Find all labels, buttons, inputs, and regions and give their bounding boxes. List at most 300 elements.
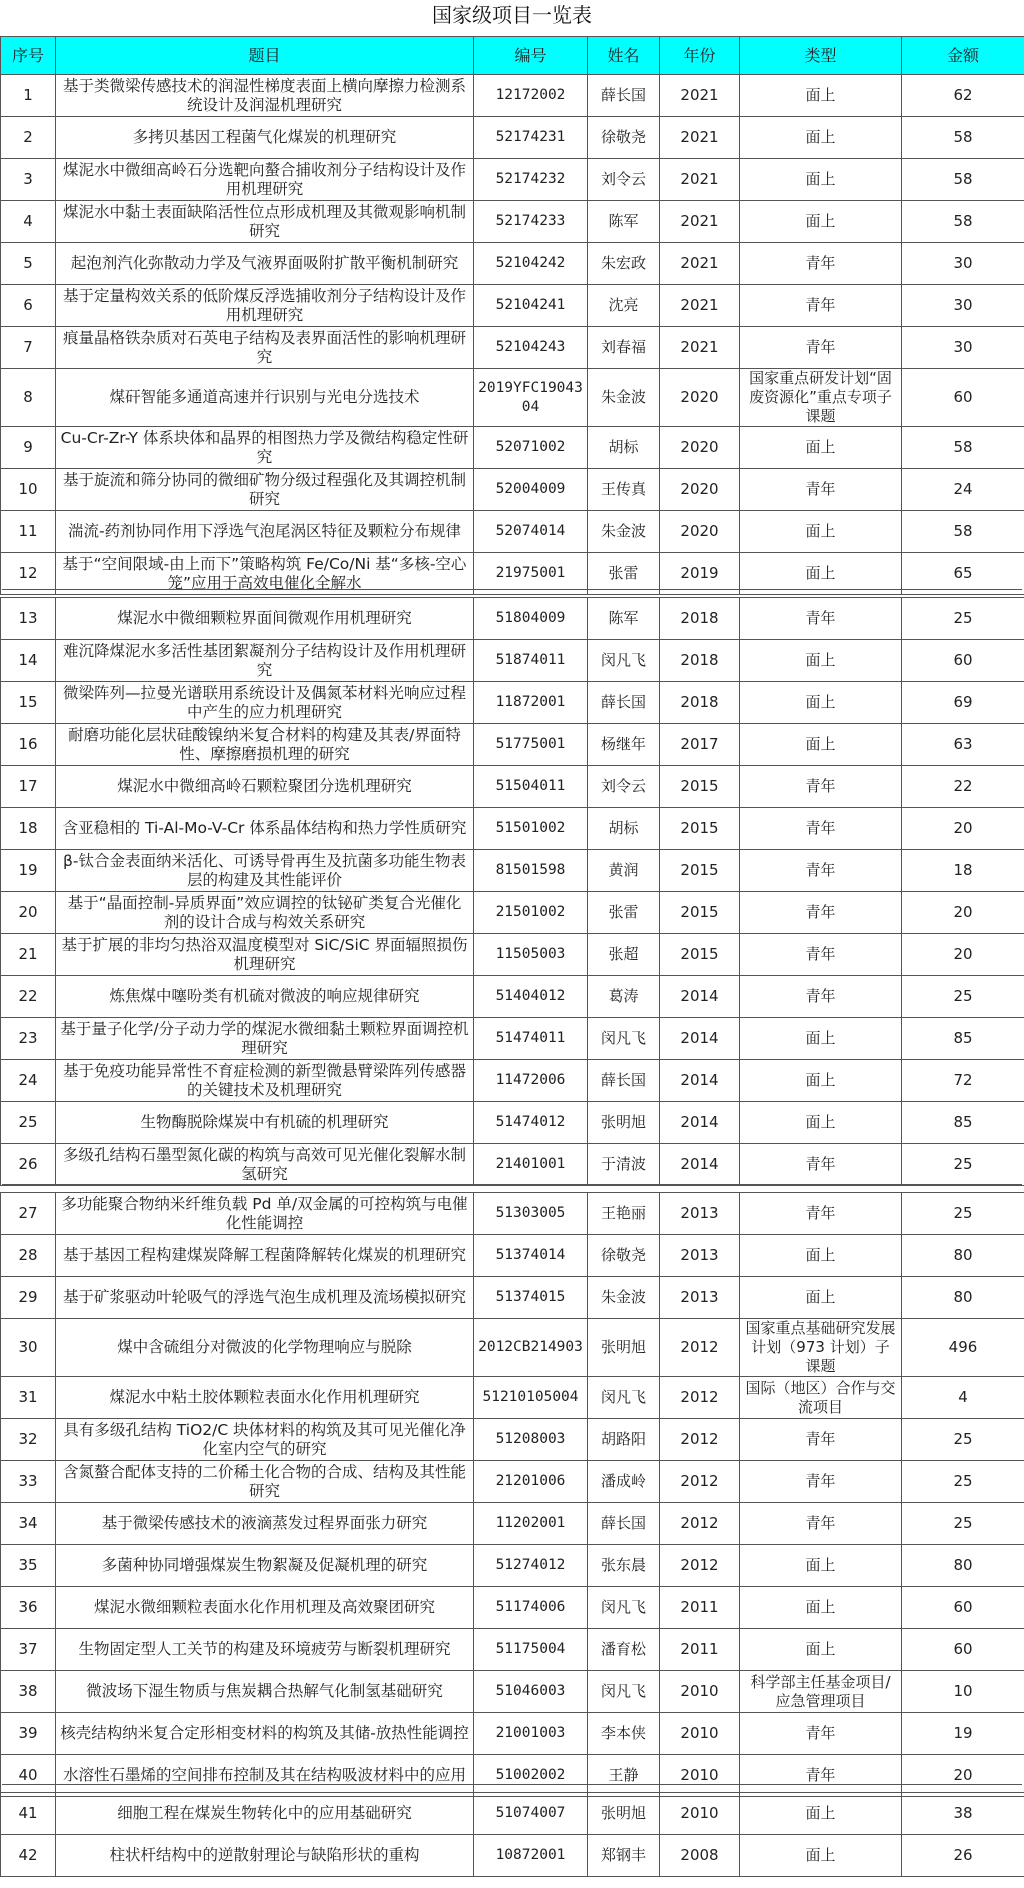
row-number: 12 (1, 553, 56, 595)
row-code: 21975001 (474, 553, 588, 595)
row-amount: 60 (902, 1629, 1024, 1671)
row-type: 面上 (740, 159, 902, 201)
table-row (1, 1102, 1024, 1144)
row-code: 52104242 (474, 243, 588, 285)
row-year: 2021 (660, 117, 740, 159)
row-code: 51303005 (474, 1193, 588, 1235)
row-amount: 20 (902, 1755, 1024, 1797)
row-title: 具有多级孔结构 TiO2/C 块体材料的构筑及其可见光催化净化室内空气的研究 (56, 1419, 474, 1461)
row-name: 黄润 (588, 850, 660, 892)
row-code: 11202001 (474, 1503, 588, 1545)
page-break-rule (2, 1184, 1022, 1185)
row-type: 青年 (740, 243, 902, 285)
row-number: 18 (1, 808, 56, 850)
row-type: 国际（地区）合作与交流项目 (740, 1377, 902, 1419)
table-row (1, 892, 1024, 934)
row-code: 51374014 (474, 1235, 588, 1277)
row-year: 2013 (660, 1193, 740, 1235)
row-name: 张明旭 (588, 1102, 660, 1144)
row-year: 2010 (660, 1755, 740, 1797)
row-number: 42 (1, 1835, 56, 1877)
row-number: 39 (1, 1713, 56, 1755)
row-name: 徐敬尧 (588, 1235, 660, 1277)
table-row (1, 1193, 1024, 1235)
row-number: 10 (1, 469, 56, 511)
row-year: 2021 (660, 201, 740, 243)
table-row (1, 766, 1024, 808)
row-code: 51374015 (474, 1277, 588, 1319)
row-year: 2020 (660, 469, 740, 511)
column-header-name: 姓名 (588, 37, 660, 75)
row-code: 2019YFC1904304 (474, 369, 588, 427)
row-year: 2019 (660, 553, 740, 595)
row-type: 面上 (740, 1835, 902, 1877)
row-name: 胡标 (588, 808, 660, 850)
row-number: 34 (1, 1503, 56, 1545)
row-amount: 25 (902, 1503, 1024, 1545)
row-type: 国家重点研发计划“固废资源化”重点专项子课题 (740, 369, 902, 427)
row-type: 面上 (740, 1587, 902, 1629)
row-name: 薛长国 (588, 1060, 660, 1102)
row-year: 2012 (660, 1377, 740, 1419)
row-name: 王传真 (588, 469, 660, 511)
row-name: 闵凡飞 (588, 1377, 660, 1419)
row-number: 41 (1, 1793, 56, 1835)
table-row (1, 1235, 1024, 1277)
row-year: 2021 (660, 285, 740, 327)
row-year: 2013 (660, 1235, 740, 1277)
page-title: 国家级项目一览表 (432, 3, 592, 27)
table-row (1, 1755, 1024, 1797)
row-code: 21001003 (474, 1713, 588, 1755)
row-name: 李本侠 (588, 1713, 660, 1755)
row-year: 2014 (660, 1144, 740, 1186)
row-amount: 20 (902, 892, 1024, 934)
row-year: 2012 (660, 1545, 740, 1587)
row-type: 青年 (740, 285, 902, 327)
row-title: 含亚稳相的 Ti-Al-Mo-V-Cr 体系晶体结构和热力学性质研究 (56, 808, 474, 850)
row-code: 51874011 (474, 640, 588, 682)
row-name: 胡标 (588, 427, 660, 469)
row-year: 2021 (660, 159, 740, 201)
row-number: 23 (1, 1018, 56, 1060)
row-code: 51210105004 (474, 1377, 588, 1419)
row-amount: 10 (902, 1671, 1024, 1713)
table-row (1, 724, 1024, 766)
row-title: 含氮螯合配体支持的二价稀土化合物的合成、结构及其性能研究 (56, 1461, 474, 1503)
row-code: 51474012 (474, 1102, 588, 1144)
row-year: 2015 (660, 766, 740, 808)
row-amount: 25 (902, 1419, 1024, 1461)
row-year: 2021 (660, 75, 740, 117)
row-code: 51504011 (474, 766, 588, 808)
row-year: 2011 (660, 1587, 740, 1629)
row-name: 王静 (588, 1755, 660, 1797)
row-number: 26 (1, 1144, 56, 1186)
row-amount: 80 (902, 1545, 1024, 1587)
table-row (1, 117, 1024, 159)
row-name: 张东晨 (588, 1545, 660, 1587)
row-amount: 85 (902, 1102, 1024, 1144)
row-amount: 58 (902, 117, 1024, 159)
row-code: 21501002 (474, 892, 588, 934)
project-table-section-3 (0, 1192, 1024, 1797)
column-header-no: 序号 (1, 37, 56, 75)
row-code: 51404012 (474, 976, 588, 1018)
row-type: 面上 (740, 553, 902, 595)
row-type: 青年 (740, 1713, 902, 1755)
row-name: 张雷 (588, 553, 660, 595)
row-title: 细胞工程在煤炭生物转化中的应用基础研究 (56, 1793, 474, 1835)
row-code: 12172002 (474, 75, 588, 117)
project-table-section-1 (0, 36, 1024, 595)
row-title: 煤泥水中微细高岭石分选靶向螯合捕收剂分子结构设计及作用机理研究 (56, 159, 474, 201)
row-title: 煤泥水中微细颗粒界面间微观作用机理研究 (56, 598, 474, 640)
row-number: 15 (1, 682, 56, 724)
row-number: 1 (1, 75, 56, 117)
row-name: 薛长国 (588, 682, 660, 724)
row-title: 多菌种协同增强煤炭生物絮凝及促凝机理的研究 (56, 1545, 474, 1587)
row-amount: 496 (902, 1319, 1024, 1377)
row-year: 2014 (660, 1060, 740, 1102)
row-amount: 63 (902, 724, 1024, 766)
row-code: 51208003 (474, 1419, 588, 1461)
row-amount: 26 (902, 1835, 1024, 1877)
row-number: 28 (1, 1235, 56, 1277)
row-year: 2018 (660, 598, 740, 640)
row-code: 51046003 (474, 1671, 588, 1713)
row-title: 基于定量构效关系的低阶煤反浮选捕收剂分子结构设计及作用机理研究 (56, 285, 474, 327)
row-type: 国家重点基础研究发展计划（973 计划）子课题 (740, 1319, 902, 1377)
row-title: 基于矿浆驱动叶轮吸气的浮选气泡生成机理及流场模拟研究 (56, 1277, 474, 1319)
row-type: 青年 (740, 469, 902, 511)
row-code: 51775001 (474, 724, 588, 766)
table-row (1, 1835, 1024, 1877)
project-table-section-2 (0, 597, 1024, 1186)
row-amount: 60 (902, 640, 1024, 682)
row-number: 38 (1, 1671, 56, 1713)
table-row (1, 850, 1024, 892)
row-code: 11505003 (474, 934, 588, 976)
table-row (1, 511, 1024, 553)
row-title: 难沉降煤泥水多活性基团絮凝剂分子结构设计及作用机理研究 (56, 640, 474, 682)
table-row (1, 1144, 1024, 1186)
row-number: 25 (1, 1102, 56, 1144)
row-code: 51474011 (474, 1018, 588, 1060)
table-row (1, 369, 1024, 427)
row-name: 于清波 (588, 1144, 660, 1186)
row-amount: 24 (902, 469, 1024, 511)
page-break-rule (2, 1784, 1022, 1785)
table-row (1, 1018, 1024, 1060)
row-amount: 72 (902, 1060, 1024, 1102)
row-year: 2014 (660, 1102, 740, 1144)
table-row (1, 682, 1024, 724)
row-type: 青年 (740, 976, 902, 1018)
table-row (1, 201, 1024, 243)
row-code: 81501598 (474, 850, 588, 892)
row-number: 22 (1, 976, 56, 1018)
row-number: 21 (1, 934, 56, 976)
row-type: 青年 (740, 1419, 902, 1461)
row-number: 24 (1, 1060, 56, 1102)
row-type: 科学部主任基金项目/应急管理项目 (740, 1671, 902, 1713)
row-type: 青年 (740, 934, 902, 976)
row-amount: 65 (902, 553, 1024, 595)
row-type: 面上 (740, 75, 902, 117)
row-title: 微波场下湿生物质与焦炭耦合热解气化制氢基础研究 (56, 1671, 474, 1713)
row-number: 33 (1, 1461, 56, 1503)
row-year: 2010 (660, 1793, 740, 1835)
row-title: 基于免疫功能异常性不育症检测的新型微悬臂梁阵列传感器的关键技术及机理研究 (56, 1060, 474, 1102)
row-title: 水溶性石墨烯的空间排布控制及其在结构吸波材料中的应用 (56, 1755, 474, 1797)
row-code: 51175004 (474, 1629, 588, 1671)
row-number: 35 (1, 1545, 56, 1587)
row-year: 2015 (660, 850, 740, 892)
row-year: 2015 (660, 808, 740, 850)
row-title: 基于微梁传感技术的液滴蒸发过程界面张力研究 (56, 1503, 474, 1545)
row-amount: 18 (902, 850, 1024, 892)
row-type: 面上 (740, 201, 902, 243)
row-title: 生物固定型人工关节的构建及环境疲劳与断裂机理研究 (56, 1629, 474, 1671)
row-number: 30 (1, 1319, 56, 1377)
row-title: 基于基因工程构建煤炭降解工程菌降解转化煤炭的机理研究 (56, 1235, 474, 1277)
row-name: 闵凡飞 (588, 640, 660, 682)
row-year: 2012 (660, 1503, 740, 1545)
row-number: 32 (1, 1419, 56, 1461)
row-year: 2018 (660, 640, 740, 682)
column-header-year: 年份 (660, 37, 740, 75)
row-year: 2015 (660, 934, 740, 976)
row-name: 张雷 (588, 892, 660, 934)
row-year: 2021 (660, 243, 740, 285)
row-number: 8 (1, 369, 56, 427)
row-title: 煤泥水中黏土表面缺陷活性位点形成机理及其微观影响机制研究 (56, 201, 474, 243)
row-name: 郑钢丰 (588, 1835, 660, 1877)
table-row (1, 1713, 1024, 1755)
row-name: 张明旭 (588, 1319, 660, 1377)
table-row (1, 1503, 1024, 1545)
row-amount: 58 (902, 427, 1024, 469)
row-title: 微梁阵列—拉曼光谱联用系统设计及偶氮苯材料光响应过程中产生的应力机理研究 (56, 682, 474, 724)
row-title: 基于扩展的非均匀热浴双温度模型对 SiC/SiC 界面辐照损伤机理研究 (56, 934, 474, 976)
row-code: 52174233 (474, 201, 588, 243)
row-code: 51074007 (474, 1793, 588, 1835)
row-type: 面上 (740, 682, 902, 724)
row-year: 2013 (660, 1277, 740, 1319)
row-type: 青年 (740, 1144, 902, 1186)
row-type: 青年 (740, 892, 902, 934)
row-code: 52174231 (474, 117, 588, 159)
row-type: 青年 (740, 808, 902, 850)
row-amount: 25 (902, 598, 1024, 640)
table-row (1, 1277, 1024, 1319)
row-code: 51174006 (474, 1587, 588, 1629)
row-amount: 30 (902, 327, 1024, 369)
row-amount: 58 (902, 511, 1024, 553)
row-number: 17 (1, 766, 56, 808)
table-row (1, 1545, 1024, 1587)
row-name: 潘育松 (588, 1629, 660, 1671)
column-header-code: 编号 (474, 37, 588, 75)
table-row (1, 1461, 1024, 1503)
row-type: 青年 (740, 598, 902, 640)
row-type: 面上 (740, 117, 902, 159)
row-year: 2020 (660, 511, 740, 553)
row-year: 2014 (660, 976, 740, 1018)
row-year: 2017 (660, 724, 740, 766)
row-year: 2021 (660, 327, 740, 369)
row-amount: 25 (902, 1144, 1024, 1186)
row-title: Cu-Cr-Zr-Y 体系块体和晶界的相图热力学及微结构稳定性研究 (56, 427, 474, 469)
row-code: 11472006 (474, 1060, 588, 1102)
row-code: 51501002 (474, 808, 588, 850)
column-header-title: 题目 (56, 37, 474, 75)
table-row (1, 808, 1024, 850)
row-name: 王艳丽 (588, 1193, 660, 1235)
row-code: 52104241 (474, 285, 588, 327)
row-code: 52104243 (474, 327, 588, 369)
row-title: 煤矸智能多通道高速并行识别与光电分选技术 (56, 369, 474, 427)
row-type: 面上 (740, 1545, 902, 1587)
row-year: 2011 (660, 1629, 740, 1671)
row-number: 7 (1, 327, 56, 369)
row-type: 面上 (740, 1102, 902, 1144)
row-number: 5 (1, 243, 56, 285)
row-name: 陈军 (588, 598, 660, 640)
row-number: 27 (1, 1193, 56, 1235)
table-row (1, 1793, 1024, 1835)
row-name: 朱金波 (588, 369, 660, 427)
row-amount: 62 (902, 75, 1024, 117)
row-amount: 20 (902, 808, 1024, 850)
row-code: 10872001 (474, 1835, 588, 1877)
row-number: 16 (1, 724, 56, 766)
row-type: 面上 (740, 1018, 902, 1060)
row-name: 杨继年 (588, 724, 660, 766)
row-name: 朱金波 (588, 511, 660, 553)
row-year: 2020 (660, 427, 740, 469)
table-row (1, 427, 1024, 469)
row-amount: 25 (902, 976, 1024, 1018)
row-type: 青年 (740, 766, 902, 808)
row-amount: 20 (902, 934, 1024, 976)
row-name: 闵凡飞 (588, 1018, 660, 1060)
row-amount: 25 (902, 1193, 1024, 1235)
row-code: 51274012 (474, 1545, 588, 1587)
row-name: 闵凡飞 (588, 1587, 660, 1629)
row-name: 陈军 (588, 201, 660, 243)
row-title: 耐磨功能化层状硅酸镍纳米复合材料的构建及其表/界面特性、摩擦磨损机理的研究 (56, 724, 474, 766)
table-row (1, 934, 1024, 976)
row-name: 葛涛 (588, 976, 660, 1018)
row-title: 起泡剂汽化弥散动力学及气液界面吸附扩散平衡机制研究 (56, 243, 474, 285)
row-title: 炼焦煤中噻吩类有机硫对微波的响应规律研究 (56, 976, 474, 1018)
row-number: 31 (1, 1377, 56, 1419)
row-amount: 60 (902, 369, 1024, 427)
row-type: 青年 (740, 1461, 902, 1503)
row-name: 沈亮 (588, 285, 660, 327)
row-type: 青年 (740, 327, 902, 369)
row-amount: 58 (902, 159, 1024, 201)
row-amount: 58 (902, 201, 1024, 243)
row-title: 煤泥水中微细高岭石颗粒聚团分选机理研究 (56, 766, 474, 808)
row-number: 40 (1, 1755, 56, 1797)
row-amount: 80 (902, 1235, 1024, 1277)
row-amount: 4 (902, 1377, 1024, 1419)
row-number: 13 (1, 598, 56, 640)
row-amount: 85 (902, 1018, 1024, 1060)
row-title: 痕量晶格铁杂质对石英电子结构及表界面活性的影响机理研究 (56, 327, 474, 369)
row-title: 生物酶脱除煤炭中有机硫的机理研究 (56, 1102, 474, 1144)
table-header-row (1, 37, 1024, 75)
row-amount: 60 (902, 1587, 1024, 1629)
row-title: 多拷贝基因工程菌气化煤炭的机理研究 (56, 117, 474, 159)
row-type: 青年 (740, 1755, 902, 1797)
row-number: 3 (1, 159, 56, 201)
row-year: 2018 (660, 682, 740, 724)
row-amount: 38 (902, 1793, 1024, 1835)
row-code: 51002002 (474, 1755, 588, 1797)
row-name: 胡路阳 (588, 1419, 660, 1461)
row-name: 薛长国 (588, 75, 660, 117)
row-year: 2015 (660, 892, 740, 934)
row-type: 面上 (740, 1629, 902, 1671)
row-year: 2014 (660, 1018, 740, 1060)
table-row (1, 1060, 1024, 1102)
table-row (1, 1629, 1024, 1671)
table-row (1, 1671, 1024, 1713)
row-amount: 69 (902, 682, 1024, 724)
row-type: 面上 (740, 1060, 902, 1102)
table-row (1, 243, 1024, 285)
table-row (1, 598, 1024, 640)
table-row (1, 327, 1024, 369)
row-name: 刘春福 (588, 327, 660, 369)
row-title: 煤中含硫组分对微波的化学物理响应与脱除 (56, 1319, 474, 1377)
row-code: 21201006 (474, 1461, 588, 1503)
row-amount: 80 (902, 1277, 1024, 1319)
row-number: 6 (1, 285, 56, 327)
row-type: 青年 (740, 1503, 902, 1545)
row-name: 刘令云 (588, 159, 660, 201)
row-amount: 30 (902, 285, 1024, 327)
row-code: 11872001 (474, 682, 588, 724)
row-number: 20 (1, 892, 56, 934)
row-name: 张超 (588, 934, 660, 976)
row-code: 51804009 (474, 598, 588, 640)
row-number: 36 (1, 1587, 56, 1629)
row-title: 基于类微梁传感技术的润湿性梯度表面上横向摩擦力检测系统设计及润湿机理研究 (56, 75, 474, 117)
row-name: 闵凡飞 (588, 1671, 660, 1713)
page-break-rule (2, 589, 1022, 590)
row-number: 4 (1, 201, 56, 243)
table-row (1, 1587, 1024, 1629)
row-type: 面上 (740, 640, 902, 682)
row-name: 薛长国 (588, 1503, 660, 1545)
row-number: 14 (1, 640, 56, 682)
row-year: 2008 (660, 1835, 740, 1877)
row-year: 2020 (660, 369, 740, 427)
row-name: 朱金波 (588, 1277, 660, 1319)
row-title: 煤泥水中粘土胶体颗粒表面水化作用机理研究 (56, 1377, 474, 1419)
row-code: 2012CB214903 (474, 1319, 588, 1377)
table-row (1, 159, 1024, 201)
row-title: 基于量子化学/分子动力学的煤泥水微细黏土颗粒界面调控机理研究 (56, 1018, 474, 1060)
table-row (1, 1419, 1024, 1461)
row-title: 核壳结构纳米复合定形相变材料的构筑及其储-放热性能调控 (56, 1713, 474, 1755)
row-year: 2012 (660, 1319, 740, 1377)
